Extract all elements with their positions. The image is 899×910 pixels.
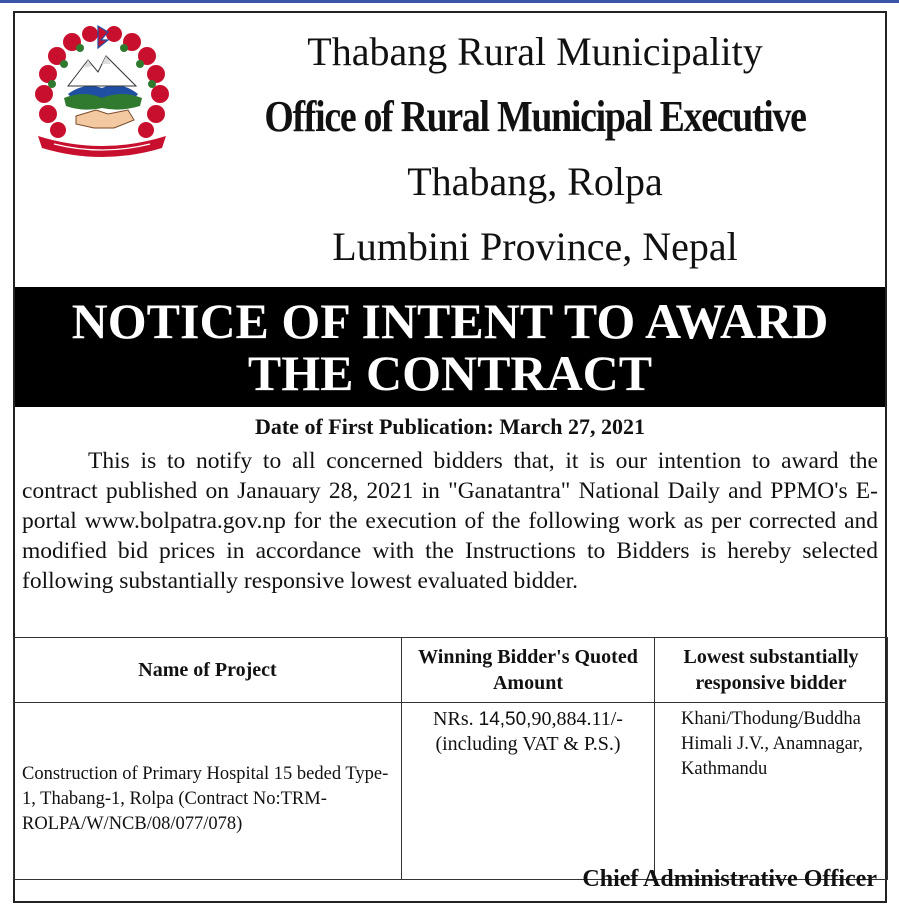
header-bidder: Lowest substantially responsive bidder <box>655 638 888 703</box>
municipality-name: Thabang Rural Municipality <box>307 29 763 74</box>
amount-tail: 90,884.11/- <box>531 708 623 730</box>
amount-value <box>410 707 646 732</box>
nepal-emblem-icon <box>24 24 180 160</box>
notice-body <box>22 446 878 596</box>
publication-date: Date of First Publication: March 27, 2021 <box>254 414 646 439</box>
banner-line-2: THE CONTRACT <box>247 345 653 401</box>
notice-body-text: This is to notify to all concerned bidders that, it is our intention to award the contract published on Janauary 28, 2021 in "Ganatantra" National Daily and PPMO's E-portal www.bolpatra.gov.np for the execution of the following work as per corrected and modified bid prices in accordance with the Instructions to Bidders is hereby selected following substantially responsive lowest evaluated bidder. <box>22 448 878 594</box>
notice-banner <box>15 287 885 407</box>
award-table <box>13 637 888 880</box>
province-text: Lumbini Province, Nepal <box>332 224 738 269</box>
amount-cell <box>402 703 655 880</box>
amount-lead: 14,50, <box>478 709 532 730</box>
banner-line-1: NOTICE OF INTENT TO AWARD <box>71 293 829 349</box>
signature-title: Chief Administrative Officer <box>582 866 877 892</box>
table-row <box>14 703 888 880</box>
header-project: Name of Project <box>14 638 402 703</box>
top-rule <box>0 0 899 3</box>
header-amount: Winning Bidder's Quoted Amount <box>402 638 655 703</box>
amount-note: (including VAT & P.S.) <box>435 733 621 755</box>
amount-prefix: NRs. <box>433 708 479 730</box>
bidder-cell: Khani/Thodung/Buddha Himali J.V., Anamnagar, Kathmandu <box>655 703 888 880</box>
location-text: Thabang, Rolpa <box>407 159 663 204</box>
table-header-row <box>14 638 888 703</box>
project-cell: Construction of Primary Hospital 15 beded Type-1, Thabang-1, Rolpa (Contract No:TRM-ROLPA/W/NCB/08/077/078) <box>14 703 402 880</box>
office-name: Office of Rural Municipal Executive <box>264 92 806 141</box>
